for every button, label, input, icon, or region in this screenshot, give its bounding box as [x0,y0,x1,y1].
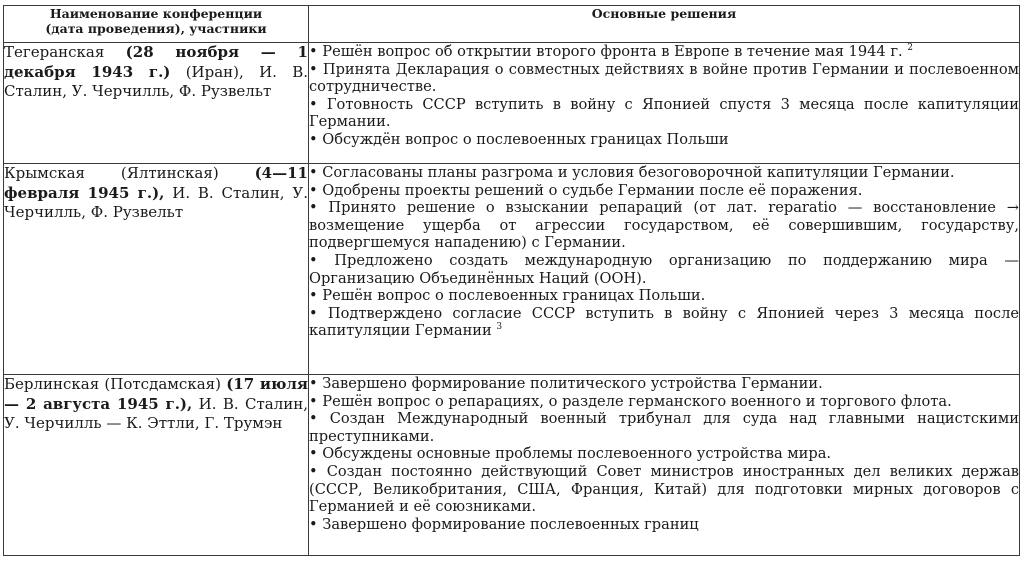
table-row [4,375,1020,556]
conference-name: Крымская (Ялтинская) [4,164,219,182]
conference-name: Тегеранская [4,43,105,61]
footnote-marker: 3 [496,322,503,333]
header-col1-line2: (дата проведения), участники [45,21,267,36]
conference-cell-tehran [4,43,309,164]
decisions-cell-yalta [309,164,1020,375]
header-conference-name [4,6,309,43]
decisions-cell-tehran [309,43,1020,164]
decision-item: • Завершено формирование послевоенных границ [309,515,699,533]
decision-item: • Предложено создать международную организацию по поддержанию мира — Организацию Объединённых Наций (ООН). [309,251,1019,287]
decision-item: • Принята Декларация о совместных действиях в войне против Германии и послевоенном сотрудничестве. [309,60,1019,96]
table-row [4,43,1020,164]
conference-participants: И. В. Сталин, У. Черчилль — К. Эттли, Г. Трумэн [4,394,309,433]
decision-item [309,305,1019,340]
conference-date: (28 ноября — 1 декабря 1943 г.) [4,43,308,81]
decision-item: • Решён вопрос о послевоенных границах Польши. [309,287,706,305]
table-header-row [4,6,1020,43]
conference-date: (17 июля — 2 августа 1945 г.), [4,375,308,413]
decision-item: • Обсуждены основные проблемы послевоенного устройства мира. [309,445,832,463]
header-main-decisions: Основные решения [309,6,1020,43]
decisions-cell-potsdam [309,375,1020,556]
decision-item [309,43,1019,61]
conference-cell-potsdam [4,375,309,556]
decision-text: • Подтверждено согласие СССР вступить в войну с Японией через 3 месяца после капитуляции Германии [309,304,1019,340]
conference-name: Берлинская (Потсдамская) [4,375,221,393]
conference-participants: (Иран), И. В. Сталин, У. Черчилль, Ф. Рузвельт [4,62,308,101]
conference-date: (4—11 февраля 1945 г.), [4,164,308,202]
conferences-table [3,5,1020,556]
decision-item: • Одобрены проекты решений о судьбе Германии после её поражения. [309,181,863,199]
decision-item: • Завершено формирование политического устройства Германии. [309,375,823,392]
decision-text: • Решён вопрос об открытии второго фронта в Европе в течение мая 1944 г. [309,43,903,60]
footnote-marker: 2 [907,43,913,54]
conference-participants: И. В. Сталин, У. Черчилль, Ф. Рузвельт [4,183,308,222]
decision-item: • Принято решение о взыскании репараций (от лат. reparatio — восстановление → возмещение ущерба от агрессии государством, её совершившим, государству, подвергшемуся нападению) с Германии. [309,199,1019,252]
decision-item: • Готовность СССР вступить в войну с Японией спустя 3 месяца после капитуляции Германии. [309,95,1019,131]
decision-item: • Создан постоянно действующий Совет министров иностранных дел великих держав (СССР, Великобритания, США, Франция, Китай) для подготовки мирных договоров с Германией и её союзниками. [309,462,1019,516]
header-col1-line1: Наименование конференции [49,6,263,21]
decision-item: • Обсуждён вопрос о послевоенных границах Польши [309,130,729,148]
decision-item: • Создан Международный военный трибунал для суда над главными нацистскими преступниками. [309,410,1019,445]
decision-item: • Согласованы планы разгрома и условия безоговорочной капитуляции Германии. [309,164,955,181]
decision-item: • Решён вопрос о репарациях, о разделе германского военного и торгового флота. [309,392,952,410]
table-row [4,164,1020,375]
conference-cell-yalta [4,164,309,375]
